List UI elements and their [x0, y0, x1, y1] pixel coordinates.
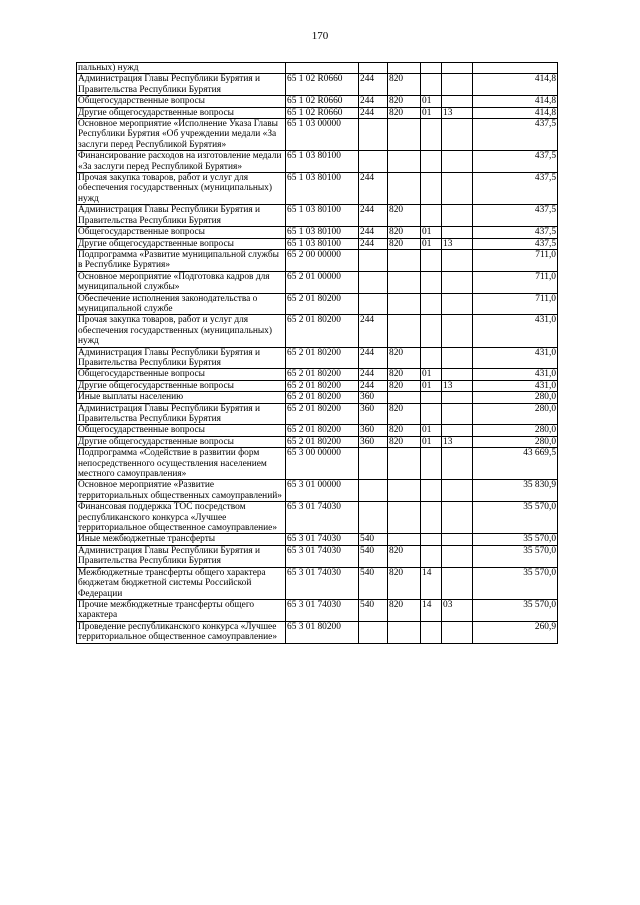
amount-cell: 437,5 [473, 173, 558, 205]
amount-cell: 431,0 [473, 315, 558, 347]
table-row [77, 74, 558, 96]
expense-type-cell: 244 [359, 107, 388, 118]
subsection-cell [442, 347, 473, 369]
amount-cell [473, 63, 558, 74]
table-row [77, 293, 558, 315]
amount-cell: 280,0 [473, 436, 558, 447]
section-cell: 14 [421, 567, 442, 599]
table-row [77, 567, 558, 599]
row-name-cell: Общегосударственные вопросы [77, 96, 286, 107]
target-code-cell: 65 3 01 74030 [286, 534, 359, 545]
table-row [77, 436, 558, 447]
admin-code-cell [388, 392, 421, 403]
target-code-cell: 65 2 01 80200 [286, 392, 359, 403]
table-row [77, 347, 558, 369]
expense-type-cell: 360 [359, 403, 388, 425]
section-cell [421, 534, 442, 545]
target-code-cell: 65 3 00 00000 [286, 448, 359, 480]
admin-code-cell [388, 271, 421, 293]
target-code-cell: 65 1 02 R0660 [286, 107, 359, 118]
row-name-cell: Обеспечение исполнения законодательства о муниципальной службе [77, 293, 286, 315]
table-row [77, 315, 558, 347]
table-row [77, 96, 558, 107]
section-cell [421, 119, 442, 151]
section-cell [421, 315, 442, 347]
admin-code-cell: 820 [388, 227, 421, 238]
subsection-cell [442, 205, 473, 227]
amount-cell: 35 570,0 [473, 599, 558, 621]
section-cell: 01 [421, 107, 442, 118]
section-cell [421, 480, 442, 502]
table-row [77, 392, 558, 403]
subsection-cell [442, 227, 473, 238]
table-row [77, 63, 558, 74]
expense-type-cell [359, 293, 388, 315]
amount-cell: 431,0 [473, 347, 558, 369]
row-name-cell: Администрация Главы Республики Бурятия и Правительства Республики Бурятия [77, 403, 286, 425]
row-name-cell: Прочая закупка товаров, работ и услуг для обеспечения государственных (муниципальных) нужд [77, 315, 286, 347]
amount-cell: 43 669,5 [473, 448, 558, 480]
section-cell: 01 [421, 238, 442, 249]
admin-code-cell [388, 480, 421, 502]
admin-code-cell: 820 [388, 545, 421, 567]
section-cell [421, 448, 442, 480]
row-name-cell: Подпрограмма «Содействие в развитии форм непосредственного осуществления населением местного самоуправления» [77, 448, 286, 480]
expense-type-cell: 244 [359, 380, 388, 391]
subsection-cell [442, 74, 473, 96]
admin-code-cell: 820 [388, 380, 421, 391]
target-code-cell: 65 2 01 80200 [286, 380, 359, 391]
section-cell: 01 [421, 436, 442, 447]
target-code-cell: 65 1 03 80100 [286, 238, 359, 249]
section-cell [421, 74, 442, 96]
expense-type-cell: 244 [359, 96, 388, 107]
admin-code-cell: 820 [388, 205, 421, 227]
expense-type-cell: 540 [359, 567, 388, 599]
target-code-cell: 65 3 01 00000 [286, 480, 359, 502]
row-name-cell: Другие общегосударственные вопросы [77, 380, 286, 391]
table-row [77, 480, 558, 502]
subsection-cell [442, 119, 473, 151]
amount-cell: 414,8 [473, 96, 558, 107]
row-name-cell: Общегосударственные вопросы [77, 369, 286, 380]
amount-cell: 711,0 [473, 271, 558, 293]
expense-type-cell [359, 502, 388, 534]
table-row [77, 621, 558, 643]
amount-cell: 437,5 [473, 238, 558, 249]
section-cell: 01 [421, 227, 442, 238]
admin-code-cell: 820 [388, 436, 421, 447]
row-name-cell: Администрация Главы Республики Бурятия и Правительства Республики Бурятия [77, 74, 286, 96]
row-name-cell: Подпрограмма «Развитие муниципальной службы в Республике Бурятия» [77, 249, 286, 271]
admin-code-cell [388, 448, 421, 480]
expense-type-cell [359, 448, 388, 480]
row-name-cell: Другие общегосударственные вопросы [77, 436, 286, 447]
subsection-cell [442, 534, 473, 545]
target-code-cell: 65 3 01 74030 [286, 545, 359, 567]
admin-code-cell [388, 621, 421, 643]
expense-type-cell [359, 63, 388, 74]
row-name-cell: Основное мероприятие «Подготовка кадров для муниципальной службы» [77, 271, 286, 293]
section-cell [421, 173, 442, 205]
admin-code-cell: 820 [388, 107, 421, 118]
table-row [77, 173, 558, 205]
subsection-cell: 13 [442, 107, 473, 118]
table-row [77, 545, 558, 567]
target-code-cell: 65 1 03 00000 [286, 119, 359, 151]
expense-type-cell [359, 249, 388, 271]
subsection-cell [442, 151, 473, 173]
admin-code-cell [388, 293, 421, 315]
subsection-cell [442, 403, 473, 425]
subsection-cell: 13 [442, 436, 473, 447]
expense-type-cell [359, 621, 388, 643]
subsection-cell [442, 480, 473, 502]
admin-code-cell: 820 [388, 425, 421, 436]
row-name-cell: Общегосударственные вопросы [77, 425, 286, 436]
row-name-cell: Прочая закупка товаров, работ и услуг для обеспечения государственных (муниципальных) нужд [77, 173, 286, 205]
expense-type-cell: 244 [359, 315, 388, 347]
table-row [77, 238, 558, 249]
target-code-cell: 65 2 01 80200 [286, 347, 359, 369]
admin-code-cell: 820 [388, 96, 421, 107]
admin-code-cell [388, 315, 421, 347]
subsection-cell [442, 425, 473, 436]
table-row [77, 502, 558, 534]
row-name-cell: Другие общегосударственные вопросы [77, 238, 286, 249]
row-name-cell: Другие общегосударственные вопросы [77, 107, 286, 118]
admin-code-cell [388, 534, 421, 545]
subsection-cell [442, 369, 473, 380]
amount-cell: 437,5 [473, 151, 558, 173]
budget-table-body [77, 63, 558, 644]
expense-type-cell: 540 [359, 599, 388, 621]
expense-type-cell [359, 480, 388, 502]
amount-cell: 35 570,0 [473, 502, 558, 534]
section-cell: 01 [421, 369, 442, 380]
target-code-cell: 65 2 01 80200 [286, 293, 359, 315]
expense-type-cell [359, 151, 388, 173]
expense-type-cell: 360 [359, 436, 388, 447]
row-name-cell: Администрация Главы Республики Бурятия и Правительства Республики Бурятия [77, 347, 286, 369]
expense-type-cell: 244 [359, 369, 388, 380]
row-name-cell: пальных) нужд [77, 63, 286, 74]
target-code-cell: 65 3 01 80200 [286, 621, 359, 643]
admin-code-cell [388, 119, 421, 151]
row-name-cell: Финансовая поддержка ТОС посредством республиканского конкурса «Лучшее территориальное общественное самоуправление» [77, 502, 286, 534]
subsection-cell [442, 567, 473, 599]
target-code-cell: 65 1 03 80100 [286, 205, 359, 227]
amount-cell: 35 570,0 [473, 567, 558, 599]
amount-cell: 35 830,9 [473, 480, 558, 502]
subsection-cell [442, 271, 473, 293]
subsection-cell [442, 621, 473, 643]
subsection-cell: 03 [442, 599, 473, 621]
row-name-cell: Основное мероприятие «Развитие территориальных общественных самоуправлений» [77, 480, 286, 502]
section-cell [421, 271, 442, 293]
target-code-cell: 65 1 03 80100 [286, 227, 359, 238]
section-cell: 14 [421, 599, 442, 621]
admin-code-cell [388, 151, 421, 173]
subsection-cell [442, 293, 473, 315]
table-row [77, 227, 558, 238]
amount-cell: 437,5 [473, 227, 558, 238]
row-name-cell: Проведение республиканского конкурса «Лучшее территориальное общественное самоуправление» [77, 621, 286, 643]
amount-cell: 437,5 [473, 119, 558, 151]
amount-cell: 280,0 [473, 425, 558, 436]
amount-cell: 437,5 [473, 205, 558, 227]
subsection-cell [442, 96, 473, 107]
table-row [77, 151, 558, 173]
admin-code-cell [388, 249, 421, 271]
target-code-cell: 65 3 01 74030 [286, 502, 359, 534]
target-code-cell: 65 1 02 R0660 [286, 74, 359, 96]
budget-table [76, 62, 558, 644]
target-code-cell: 65 1 03 80100 [286, 151, 359, 173]
expense-type-cell: 540 [359, 534, 388, 545]
section-cell [421, 249, 442, 271]
amount-cell: 260,9 [473, 621, 558, 643]
section-cell [421, 545, 442, 567]
subsection-cell [442, 63, 473, 74]
amount-cell: 711,0 [473, 293, 558, 315]
target-code-cell: 65 2 01 80200 [286, 436, 359, 447]
target-code-cell: 65 2 01 80200 [286, 369, 359, 380]
amount-cell: 711,0 [473, 249, 558, 271]
section-cell [421, 621, 442, 643]
row-name-cell: Администрация Главы Республики Бурятия и Правительства Республики Бурятия [77, 205, 286, 227]
expense-type-cell: 540 [359, 545, 388, 567]
section-cell [421, 392, 442, 403]
admin-code-cell: 820 [388, 369, 421, 380]
row-name-cell: Финансирование расходов на изготовление медали «За заслуги перед Республикой Бурятия» [77, 151, 286, 173]
target-code-cell: 65 3 01 74030 [286, 599, 359, 621]
target-code-cell: 65 3 01 74030 [286, 567, 359, 599]
table-row [77, 599, 558, 621]
admin-code-cell [388, 502, 421, 534]
amount-cell: 35 570,0 [473, 545, 558, 567]
admin-code-cell: 820 [388, 599, 421, 621]
amount-cell: 431,0 [473, 380, 558, 391]
expense-type-cell [359, 119, 388, 151]
subsection-cell [442, 315, 473, 347]
table-row [77, 380, 558, 391]
amount-cell: 280,0 [473, 403, 558, 425]
row-name-cell: Основное мероприятие «Исполнение Указа Главы Республики Бурятия «Об учреждении медали «За заслуги перед Республикой Бурятия» [77, 119, 286, 151]
admin-code-cell: 820 [388, 74, 421, 96]
table-row [77, 534, 558, 545]
section-cell [421, 205, 442, 227]
table-row [77, 119, 558, 151]
amount-cell: 35 570,0 [473, 534, 558, 545]
amount-cell: 431,0 [473, 369, 558, 380]
admin-code-cell: 820 [388, 567, 421, 599]
expense-type-cell: 244 [359, 205, 388, 227]
subsection-cell [442, 502, 473, 534]
subsection-cell [442, 392, 473, 403]
table-row [77, 369, 558, 380]
page-number: 170 [311, 30, 329, 42]
admin-code-cell: 820 [388, 347, 421, 369]
subsection-cell [442, 545, 473, 567]
table-row [77, 448, 558, 480]
amount-cell: 414,8 [473, 74, 558, 96]
section-cell: 01 [421, 96, 442, 107]
target-code-cell: 65 2 01 80200 [286, 403, 359, 425]
expense-type-cell: 244 [359, 173, 388, 205]
section-cell [421, 293, 442, 315]
admin-code-cell: 820 [388, 238, 421, 249]
section-cell [421, 347, 442, 369]
section-cell [421, 63, 442, 74]
section-cell [421, 151, 442, 173]
subsection-cell: 13 [442, 380, 473, 391]
table-row [77, 205, 558, 227]
admin-code-cell [388, 173, 421, 205]
section-cell [421, 502, 442, 534]
target-code-cell: 65 2 01 00000 [286, 271, 359, 293]
target-code-cell: 65 2 00 00000 [286, 249, 359, 271]
subsection-cell [442, 173, 473, 205]
expense-type-cell: 244 [359, 238, 388, 249]
row-name-cell: Общегосударственные вопросы [77, 227, 286, 238]
subsection-cell [442, 448, 473, 480]
target-code-cell: 65 1 02 R0660 [286, 96, 359, 107]
target-code-cell [286, 63, 359, 74]
table-row [77, 425, 558, 436]
amount-cell: 414,8 [473, 107, 558, 118]
row-name-cell: Администрация Главы Республики Бурятия и Правительства Республики Бурятия [77, 545, 286, 567]
table-row [77, 403, 558, 425]
expense-type-cell: 244 [359, 227, 388, 238]
row-name-cell: Иные межбюджетные трансферты [77, 534, 286, 545]
admin-code-cell [388, 63, 421, 74]
table-row [77, 249, 558, 271]
section-cell [421, 403, 442, 425]
section-cell: 01 [421, 380, 442, 391]
target-code-cell: 65 2 01 80200 [286, 315, 359, 347]
subsection-cell [442, 249, 473, 271]
row-name-cell: Иные выплаты населению [77, 392, 286, 403]
row-name-cell: Прочие межбюджетные трансферты общего характера [77, 599, 286, 621]
expense-type-cell [359, 271, 388, 293]
row-name-cell: Межбюджетные трансферты общего характера бюджетам бюджетной системы Российской Федерации [77, 567, 286, 599]
table-row [77, 271, 558, 293]
admin-code-cell: 820 [388, 403, 421, 425]
expense-type-cell: 360 [359, 425, 388, 436]
expense-type-cell: 360 [359, 392, 388, 403]
table-row [77, 107, 558, 118]
section-cell: 01 [421, 425, 442, 436]
expense-type-cell: 244 [359, 347, 388, 369]
amount-cell: 280,0 [473, 392, 558, 403]
subsection-cell: 13 [442, 238, 473, 249]
target-code-cell: 65 1 03 80100 [286, 173, 359, 205]
target-code-cell: 65 2 01 80200 [286, 425, 359, 436]
expense-type-cell: 244 [359, 74, 388, 96]
